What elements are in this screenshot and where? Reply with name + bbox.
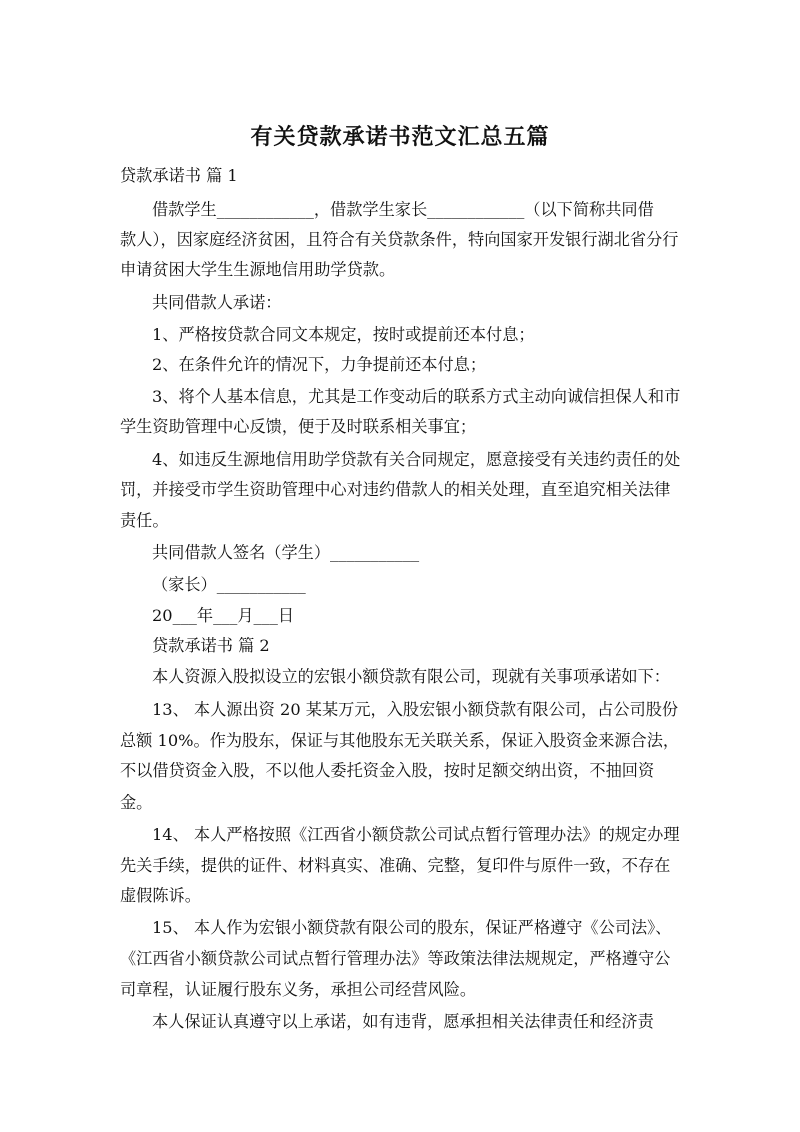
paragraph-line: 共同借款人承诺：	[152, 293, 282, 312]
paragraph-line: 司章程，认证履行股东义务，承担公司经营风险。	[120, 980, 477, 999]
paragraph-line: 罚，并接受市学生资助管理中心对违约借款人的相关处理，直至追究相关法律	[120, 480, 671, 499]
list-item: 15、 本人作为宏银小额贷款有限公司的股东，保证严格遵守《公司法》、	[152, 918, 672, 937]
paragraph-line: 先关手续，提供的证件、材料真实、准确、完整，复印件与原件一致，不存在	[120, 856, 671, 875]
date-line: 20___年___月___日	[152, 606, 295, 625]
paragraph-line: 借款学生____________，借款学生家长____________（以下简称共同借	[152, 200, 654, 219]
paragraph-line: 责任。	[120, 511, 169, 530]
list-item: 2、在条件允许的情况下，力争提前还本付息；	[152, 355, 487, 374]
section-heading-1: 贷款承诺书 篇 1	[120, 166, 238, 185]
paragraph-line: 款人），因家庭经济贫困，且符合有关贷款条件，特向国家开发银行湖北省分行	[120, 230, 679, 249]
paragraph-line: 总额 10%。作为股东，保证与其他股东无关联关系，保证入股资金来源合法，	[120, 731, 680, 750]
signature-line-student: 共同借款人签名（学生）___________	[152, 543, 420, 562]
paragraph-line: 申请贫困大学生生源地信用助学贷款。	[120, 260, 396, 279]
paragraph-line: 本人保证认真遵守以上承诺，如有违背，愿承担相关法律责任和经济责	[152, 1012, 654, 1031]
paragraph-line: 不以借贷资金入股，不以他人委托资金入股，按时足额交纳出资，不抽回资	[120, 761, 655, 780]
paragraph-line: 虚假陈诉。	[120, 886, 201, 905]
paragraph-line: 学生资助管理中心反馈，便于及时联系相关事宜；	[120, 417, 477, 436]
section-heading-2: 贷款承诺书 篇 2	[152, 636, 270, 655]
list-item: 1、严格按贷款合同文本规定，按时或提前还本付息；	[152, 325, 535, 344]
paragraph-line: 《江西省小额贷款公司试点暂行管理办法》等政策法律法规规定，严格遵守公	[120, 949, 671, 968]
paragraph-line: 本人资源入股拟设立的宏银小额贷款有限公司，现就有关事项承诺如下：	[152, 667, 670, 686]
paragraph-line: 金。	[120, 793, 153, 812]
list-item: 3、将个人基本信息，尤其是工作变动后的联系方式主动向诚信担保人和市	[152, 387, 681, 406]
signature-line-parent: （家长）___________	[152, 575, 306, 594]
document-title: 有关贷款承诺书范文汇总五篇	[250, 125, 550, 150]
list-item: 13、 本人源出资 20 某某万元，入股宏银小额贷款有限公司，占公司股份	[152, 700, 679, 719]
list-item: 4、如违反生源地信用助学贷款有关合同规定，愿意接受有关违约责任的处	[152, 450, 681, 469]
list-item: 14、 本人严格按照《江西省小额贷款公司试点暂行管理办法》的规定办理	[152, 825, 680, 844]
